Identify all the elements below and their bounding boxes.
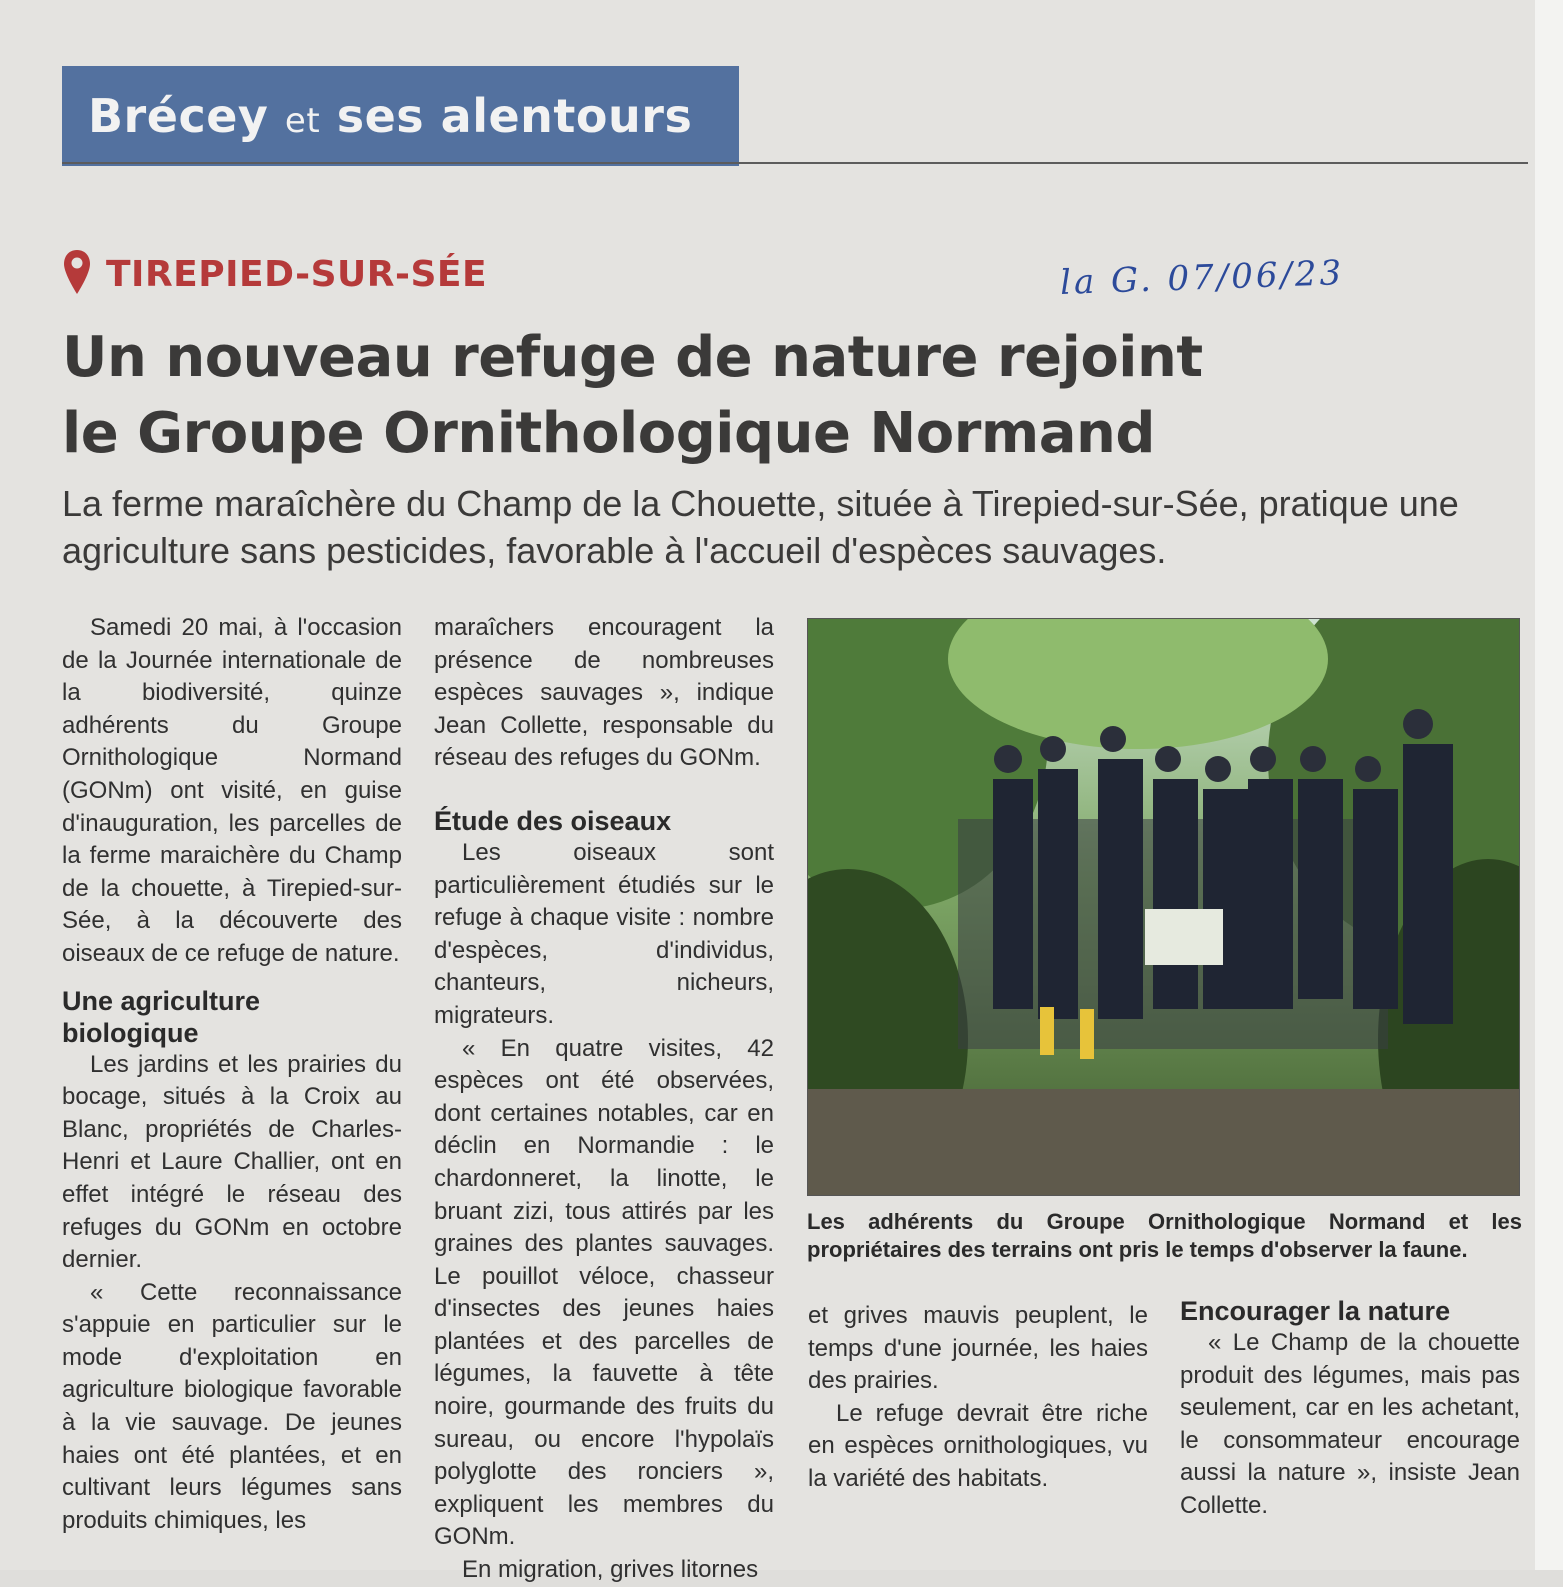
paragraph: « En quatre visites, 42 espèces ont été observées, dont certaines notables, car en déclin en Normandie : le chardonneret, la linotte, le bruant zizi, tous attirés par les graines des plantes sauvages. Le pouillot véloce, chasseur d'insectes des jeunes haies plantées et des parcelles de légumes, la fauvette à tête noire, gourmande des fruits du sureau, ou encore l'hypolaïs polyglotte des ronciers », expliquent les membres du GONm. (434, 1034, 774, 1551)
column-4 (1180, 1295, 1520, 1523)
page-edge (1535, 0, 1563, 1570)
location-label: TIREPIED-SUR-SÉE (106, 254, 488, 295)
location-pin-icon (62, 248, 92, 298)
headline-line-2: le Groupe Ornithologique Normand (62, 401, 1155, 466)
section-rule (62, 162, 1528, 164)
paragraph: maraîchers encouragent la présence de nombreuses espèces sauvages », indique Jean Collette, responsable du réseau des refuges du GONm. (434, 614, 774, 772)
paragraph: Les jardins et les prairies du bocage, situés à la Croix au Blanc, propriétés de Charles-Henri et Laure Challier, ont en effet intégré le réseau des refuges du GONm en octobre dernier. (62, 1050, 402, 1274)
paragraph: Les oiseaux sont particulièrement étudiés sur le refuge à chaque visite : nombre d'espèces, d'individus, chanteurs, nicheurs, migrateurs. (434, 838, 774, 1029)
headline-line-1: Un nouveau refuge de nature rejoint (62, 325, 1203, 390)
column-1 (62, 612, 402, 1537)
handwritten-note: la G. 07/06/23 (1059, 253, 1345, 303)
column-2 (434, 612, 774, 1587)
section-name: Brécey (88, 89, 269, 143)
paragraph: En migration, grives litornes (462, 1556, 759, 1584)
paragraph: « Le Champ de la chouette produit des légumes, mais pas seulement, car en les achetant, le consommateur encourage aussi la nature », insiste Jean Collette. (1180, 1329, 1520, 1519)
paragraph: Samedi 20 mai, à l'occasion de la Journée internationale de la biodiversité, quinze adhérents du Groupe Ornithologique Normand (GONm) ont visité, en guise d'inauguration, les parcelles de la ferme maraichère du Champ de la chouette, à Tirepied-sur-Sée, à la découverte des oiseaux de ce refuge de nature. (62, 614, 402, 967)
paragraph: et grives mauvis peuplent, le temps d'une journée, les haies des prairies. (808, 1302, 1148, 1395)
subheading: Étude des oiseaux (434, 805, 672, 836)
group-photo (807, 618, 1520, 1196)
section-tail: ses alentours (336, 89, 693, 143)
section-connector: et (284, 101, 321, 141)
paragraph: Le refuge devrait être riche en espèces ornithologiques, vu la variété des habitats. (808, 1399, 1148, 1492)
subheading: Une agriculture biologique (62, 985, 261, 1048)
headline (62, 320, 1502, 472)
standfirst: La ferme maraîchère du Champ de la Chouette, située à Tirepied-sur-Sée, pratique une agriculture sans pesticides, favorable à l'accueil d'espèces sauvages. (62, 483, 1459, 571)
column-3 (808, 1300, 1148, 1496)
section-title (88, 84, 692, 153)
group-photo-illustration (808, 619, 1519, 1195)
photo-caption: Les adhérents du Groupe Ornithologique Normand et les propriétaires des terrains ont pris le temps d'observer la faune. (807, 1209, 1522, 1262)
subheading: Encourager la nature (1180, 1296, 1451, 1326)
paragraph: « Cette reconnaissance s'appuie en particulier sur le mode d'exploitation en agriculture biologique favorable à la vie sauvage. De jeunes haies ont été plantées, et en cultivant leurs légumes sans produits chimiques, les (62, 1278, 402, 1534)
